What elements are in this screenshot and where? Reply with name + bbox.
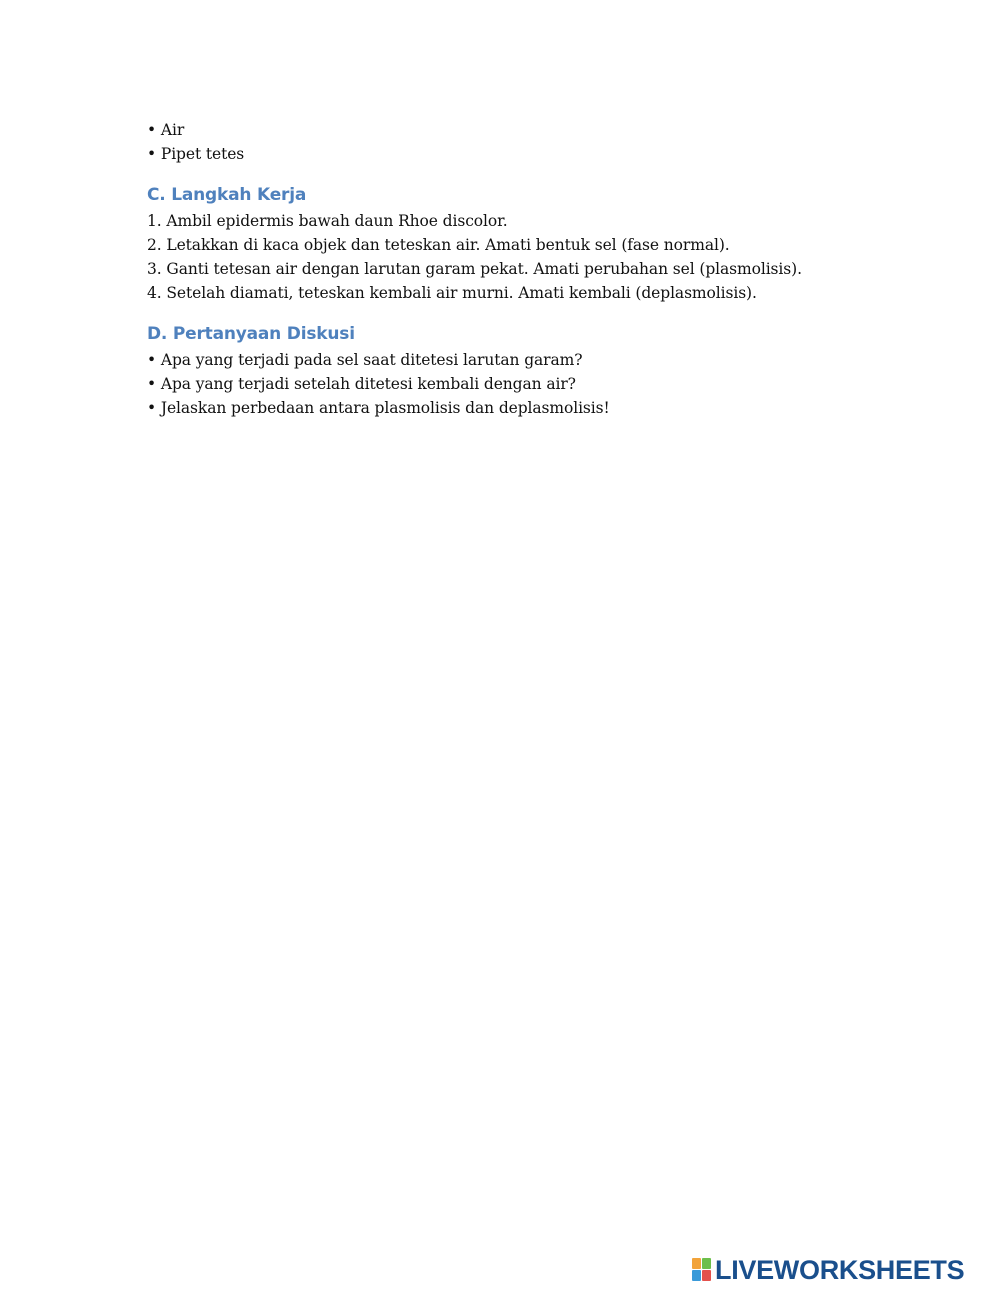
logo-text: LIVEWORKSHEETS xyxy=(715,1255,965,1285)
list-item: 1. Ambil epidermis bawah daun Rhoe discolor. xyxy=(147,212,508,230)
list-item: • Air xyxy=(147,121,185,139)
liveworksheets-logo-icon xyxy=(692,1258,712,1282)
worksheet-content xyxy=(147,118,907,420)
materials-list xyxy=(147,118,907,166)
logo-tile xyxy=(702,1270,711,1281)
section-heading-pertanyaan-diskusi: D. Pertanyaan Diskusi xyxy=(147,324,355,344)
list-item: 4. Setelah diamati, teteskan kembali air murni. Amati kembali (deplasmolisis). xyxy=(147,284,757,302)
liveworksheets-logo xyxy=(692,1256,964,1284)
logo-tile xyxy=(692,1258,701,1269)
list-item: • Jelaskan perbedaan antara plasmolisis dan deplasmolisis! xyxy=(147,399,610,417)
steps-list xyxy=(147,209,907,305)
questions-list xyxy=(147,348,907,420)
list-item: 3. Ganti tetesan air dengan larutan garam pekat. Amati perubahan sel (plasmolisis). xyxy=(147,260,802,278)
list-item: 2. Letakkan di kaca objek dan teteskan air. Amati bentuk sel (fase normal). xyxy=(147,236,730,254)
list-item: • Apa yang terjadi setelah ditetesi kembali dengan air? xyxy=(147,375,576,393)
logo-tile xyxy=(702,1258,711,1269)
logo-tile xyxy=(692,1270,701,1281)
section-heading-langkah-kerja: C. Langkah Kerja xyxy=(147,185,307,205)
list-item: • Pipet tetes xyxy=(147,145,245,163)
list-item: • Apa yang terjadi pada sel saat ditetesi larutan garam? xyxy=(147,351,583,369)
